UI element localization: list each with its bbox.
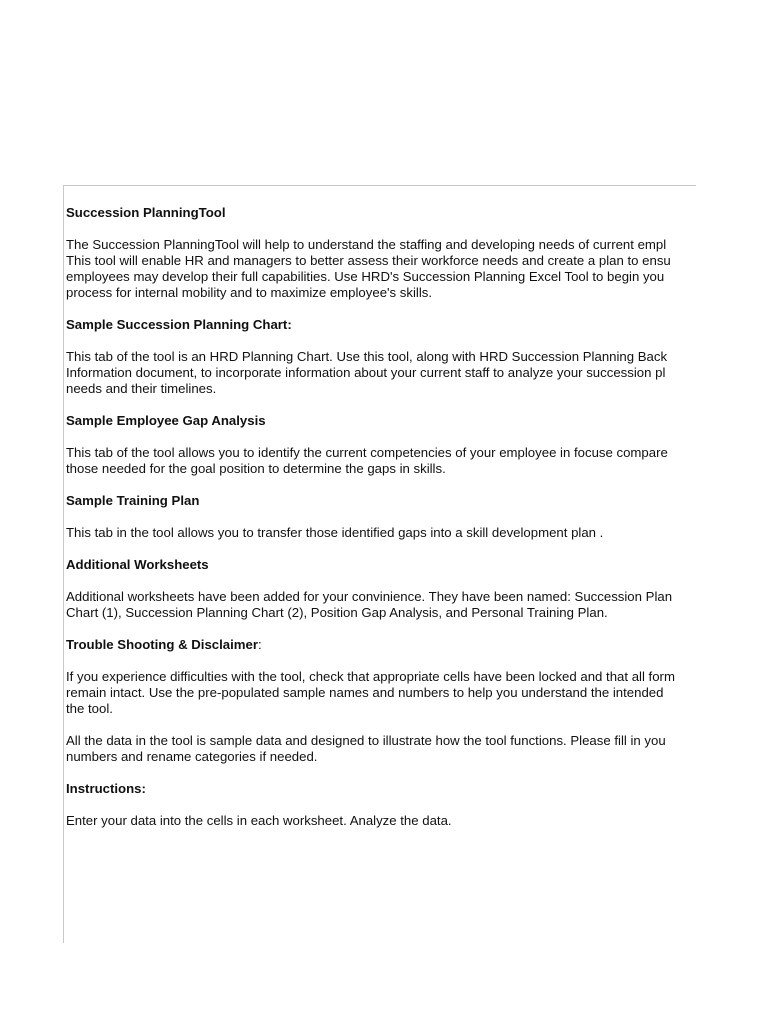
text-line: employees may develop their full capabilities. Use HRD's Succession Planning Excel Tool to begin you xyxy=(66,269,665,284)
text-line: All the data in the tool is sample data and designed to illustrate how the tool functions. Please fill in you xyxy=(66,733,666,748)
section-heading-gap-analysis: Sample Employee Gap Analysis xyxy=(66,413,266,428)
document-content xyxy=(66,205,696,829)
section-heading-instructions: Instructions: xyxy=(66,781,146,796)
worksheet-frame xyxy=(63,185,696,943)
section-paragraph xyxy=(66,733,696,765)
text-line: process for internal mobility and to maximize employee's skills. xyxy=(66,285,433,300)
section-paragraph xyxy=(66,349,696,397)
text-line: those needed for the goal position to determine the gaps in skills. xyxy=(66,461,446,476)
section-paragraph xyxy=(66,813,696,829)
section-heading-text: Trouble Shooting & Disclaimer xyxy=(66,637,258,652)
text-line: This tab in the tool allows you to transfer those identified gaps into a skill development plan . xyxy=(66,525,604,540)
section-heading-training-plan: Sample Training Plan xyxy=(66,493,200,508)
section-heading-troubleshooting xyxy=(66,637,696,653)
text-line: Enter your data into the cells in each worksheet. Analyze the data. xyxy=(66,813,452,828)
text-line: numbers and rename categories if needed. xyxy=(66,749,318,764)
text-line: This tool will enable HR and managers to better assess their workforce needs and create a plan to ensu xyxy=(66,253,671,268)
text-line: The Succession PlanningTool will help to understand the staffing and developing needs of current empl xyxy=(66,237,667,252)
section-paragraph xyxy=(66,669,696,717)
section-heading-additional-worksheets: Additional Worksheets xyxy=(66,557,209,572)
section-heading-succession-chart: Sample Succession Planning Chart: xyxy=(66,317,292,332)
text-line: This tab of the tool allows you to identify the current competencies of your employee in focuse compare xyxy=(66,445,668,460)
section-heading-suffix: : xyxy=(257,637,262,652)
intro-paragraph xyxy=(66,237,696,301)
document-title: Succession PlanningTool xyxy=(66,205,226,220)
section-paragraph xyxy=(66,525,696,541)
text-line: remain intact. Use the pre-populated sample names and numbers to help you understand the intended xyxy=(66,685,664,700)
text-line: Information document, to incorporate information about your current staff to analyze your succession pl xyxy=(66,365,666,380)
text-line: Chart (1), Succession Planning Chart (2), Position Gap Analysis, and Personal Training Plan. xyxy=(66,605,608,620)
section-paragraph xyxy=(66,589,696,621)
text-line: needs and their timelines. xyxy=(66,381,217,396)
text-line: If you experience difficulties with the tool, check that appropriate cells have been locked and that all form xyxy=(66,669,675,684)
text-line: This tab of the tool is an HRD Planning Chart. Use this tool, along with HRD Succession Planning Back xyxy=(66,349,668,364)
section-paragraph xyxy=(66,445,696,477)
text-line: Additional worksheets have been added for your convinience. They have been named: Succession Plan xyxy=(66,589,673,604)
text-line: the tool. xyxy=(66,701,113,716)
